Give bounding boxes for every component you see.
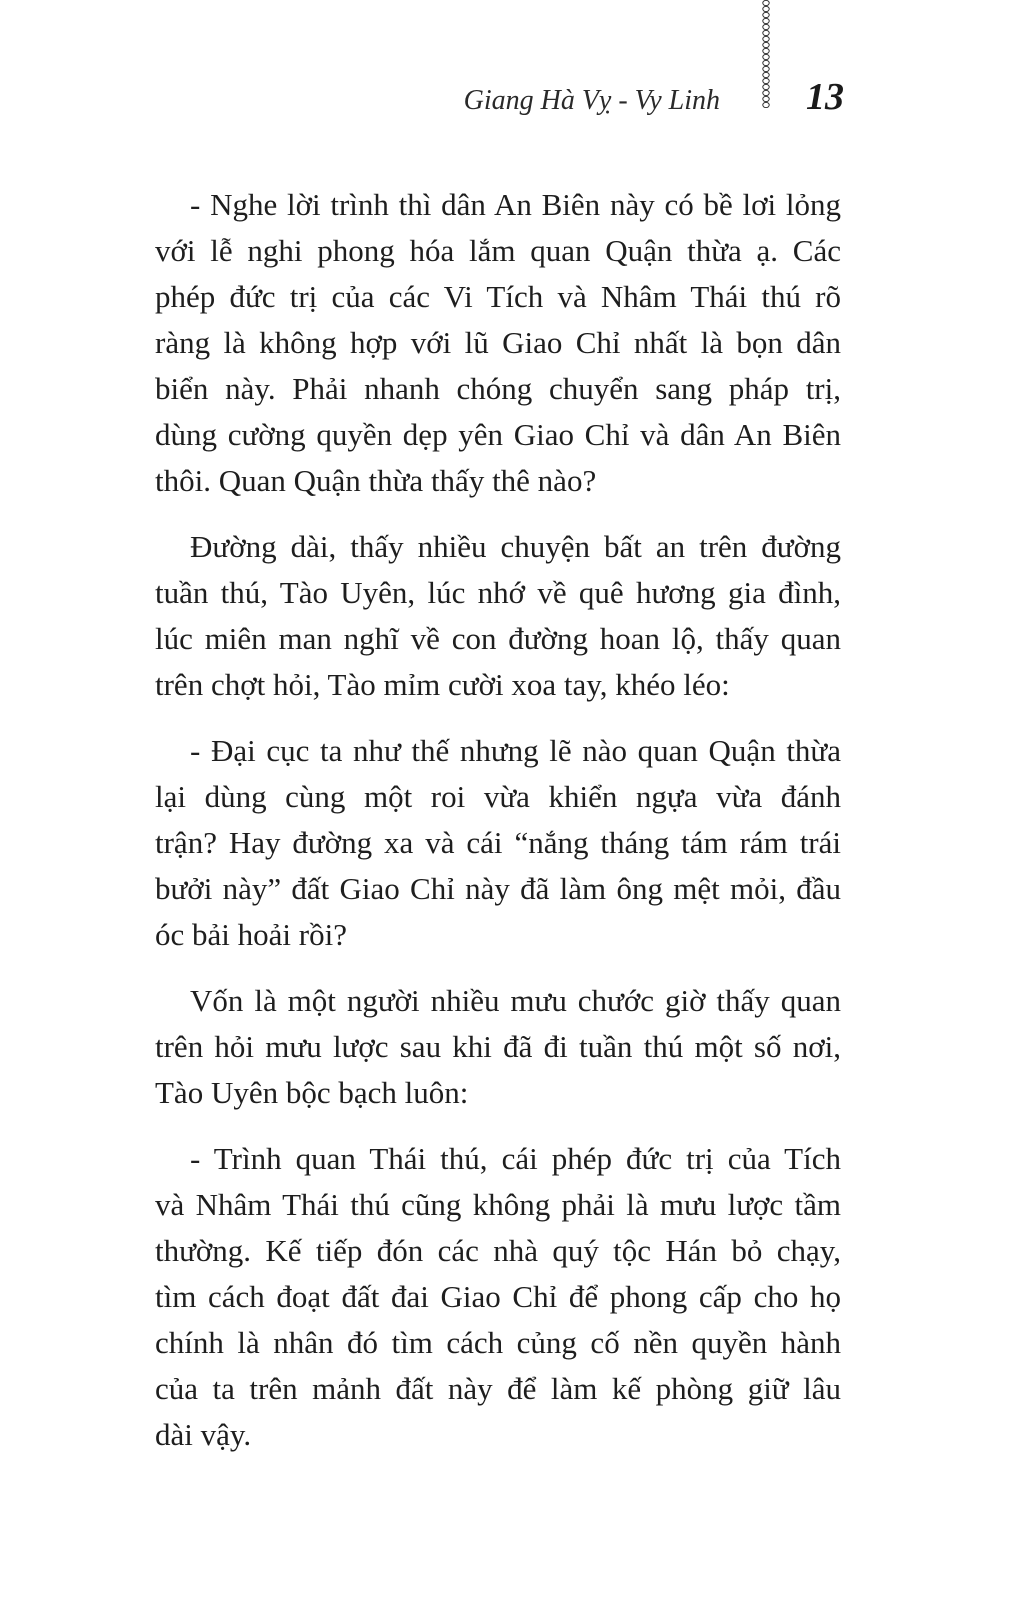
- text-line: Đường dài, thấy nhiều chuyện bất an trên đường: [190, 529, 841, 564]
- decorative-chain-ornament: [760, 0, 772, 108]
- text-line: - Trình quan Thái thú, cái phép đức trị của Tích: [190, 1141, 841, 1176]
- text-line: - Đại cục ta như thế nhưng lẽ nào quan Quận thừa: [190, 733, 841, 768]
- text-line: bưởi này” đất Giao Chỉ này đã làm ông mệt mỏi, đầu: [155, 871, 841, 906]
- text-line: Vốn là một người nhiều mưu chước giờ thấy quan: [190, 983, 841, 1018]
- paragraph: [155, 1136, 841, 1458]
- paragraph: [155, 524, 841, 708]
- text-line: Tào Uyên bộc bạch luôn:: [155, 1075, 469, 1110]
- paragraph: [155, 182, 841, 504]
- text-line: dài vậy.: [155, 1417, 252, 1452]
- text-line: biển này. Phải nhanh chóng chuyển sang pháp trị,: [155, 371, 841, 406]
- text-line: và Nhâm Thái thú cũng không phải là mưu lược tầm: [155, 1187, 841, 1222]
- text-line: lúc miên man nghĩ về con đường hoan lộ, thấy quan: [155, 621, 841, 656]
- text-line: trên chợt hỏi, Tào mỉm cười xoa tay, khéo léo:: [155, 667, 730, 702]
- text-line: với lễ nghi phong hóa lắm quan Quận thừa ạ. Các: [155, 233, 841, 268]
- text-line: của ta trên mảnh đất này để làm kế phòng giữ lâu: [155, 1371, 841, 1406]
- body-text: [155, 182, 841, 1478]
- paragraph: [155, 978, 841, 1116]
- text-line: phép đức trị của các Vi Tích và Nhâm Thái thú rõ: [155, 279, 841, 314]
- text-line: trận? Hay đường xa và cái “nắng tháng tám rám trái: [155, 825, 841, 860]
- text-line: lại dùng cùng một roi vừa khiển ngựa vừa đánh: [155, 779, 841, 814]
- text-line: - Nghe lời trình thì dân An Biên này có bề lơi lỏng: [190, 187, 841, 222]
- text-line: ràng là không hợp với lũ Giao Chỉ nhất là bọn dân: [155, 325, 841, 360]
- text-line: tìm cách đoạt đất đai Giao Chỉ để phong cấp cho họ: [155, 1279, 841, 1314]
- running-title: Giang Hà Vỵ - Vy Linh: [463, 85, 720, 116]
- text-line: chính là nhân đó tìm cách củng cố nền quyền hành: [155, 1325, 841, 1360]
- text-line: thường. Kế tiếp đón các nhà quý tộc Hán bỏ chạy,: [155, 1233, 841, 1268]
- text-line: thôi. Quan Quận thừa thấy thê nào?: [155, 463, 597, 498]
- text-line: óc bải hoải rồi?: [155, 917, 347, 952]
- text-line: trên hỏi mưu lược sau khi đã đi tuần thú một số nơi,: [155, 1029, 841, 1064]
- text-line: dùng cường quyền dẹp yên Giao Chỉ và dân An Biên: [155, 417, 841, 452]
- page-number: 13: [806, 76, 844, 118]
- paragraph: [155, 728, 841, 958]
- text-line: tuần thú, Tào Uyên, lúc nhớ về quê hương gia đình,: [155, 575, 841, 610]
